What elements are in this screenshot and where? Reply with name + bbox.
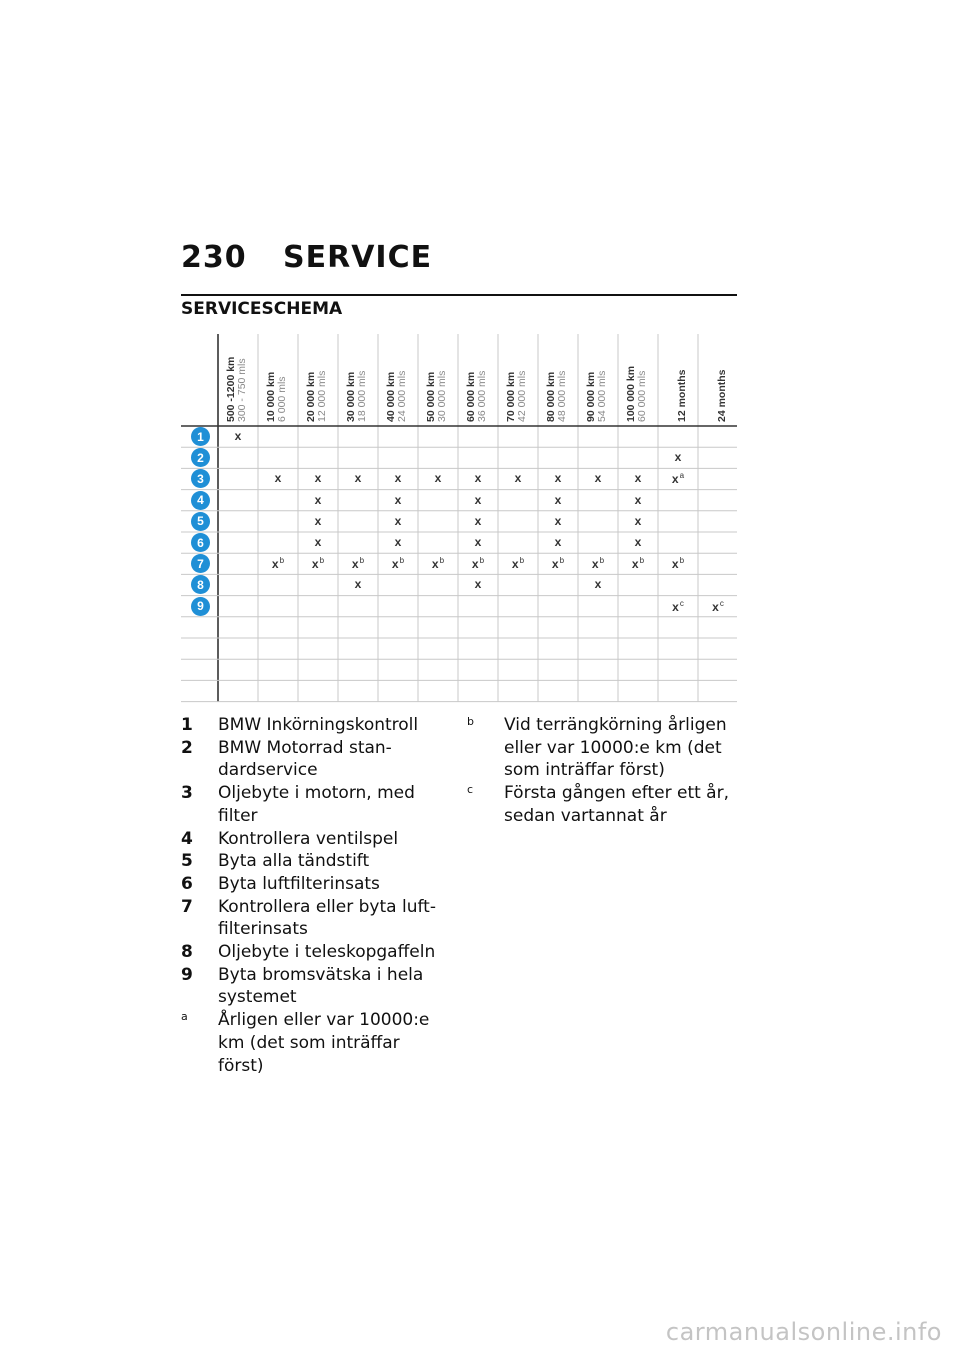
service-mark: x: [394, 492, 402, 507]
service-mark: $x^b$: [431, 556, 445, 572]
row-number-badge: 8: [191, 575, 210, 594]
legend-item: [181, 896, 446, 941]
service-mark: x: [394, 513, 402, 528]
service-mark: x: [274, 471, 282, 486]
column-header-miles: 12 000 mls: [316, 370, 328, 422]
service-mark: x: [474, 577, 482, 592]
legend-number: 4: [181, 828, 193, 849]
column-header: [466, 326, 506, 426]
legend-number: 7: [181, 896, 193, 917]
service-mark: x: [314, 513, 322, 528]
service-mark: $x^b$: [471, 556, 485, 572]
service-mark: x: [394, 535, 402, 549]
column-header: [226, 326, 266, 426]
service-mark: x: [514, 471, 522, 486]
footnote-ref: b: [519, 556, 525, 566]
service-mark: x: [554, 513, 562, 528]
column-header-label: [586, 371, 608, 422]
footnote-ref: b: [319, 556, 325, 566]
service-mark: x: [634, 471, 642, 486]
legend-number: 6: [181, 873, 193, 894]
column-header-km: 60 000 km: [465, 371, 477, 422]
chapter-title: SERVICE: [283, 240, 433, 275]
header-rule: [181, 294, 737, 296]
column-header-label: [346, 371, 368, 422]
legend-text: Byta alla tändstift: [218, 851, 370, 872]
column-header-label: [386, 371, 408, 422]
service-mark: x: [634, 492, 642, 507]
service-mark: $x^b$: [551, 556, 565, 572]
service-mark: x: [394, 471, 402, 486]
column-header-km: 12 months: [676, 369, 688, 422]
legend-number: 8: [181, 942, 193, 963]
legend-item: [181, 873, 446, 896]
column-header-label: [717, 369, 728, 422]
service-mark: x: [314, 492, 322, 507]
column-header: [306, 326, 346, 426]
service-mark: $x^b$: [391, 556, 405, 572]
column-header: [506, 326, 546, 426]
footnote-ref: c: [679, 598, 684, 608]
legend-item: [181, 941, 446, 964]
column-header-km: 24 months: [716, 369, 728, 422]
footnote-mark: b: [467, 715, 474, 728]
service-mark: x: [634, 535, 642, 549]
column-header-km: 100 000 km: [625, 365, 637, 422]
legend-item: [181, 782, 446, 827]
row-number-badge: 6: [191, 533, 210, 552]
service-mark: $x^b$: [271, 556, 285, 572]
column-header-miles: 36 000 mls: [476, 370, 488, 422]
footnote-ref: b: [439, 556, 445, 566]
footnote-ref: b: [399, 556, 405, 566]
service-mark: x: [354, 577, 362, 592]
column-header-label: [626, 366, 648, 422]
column-header-miles: 48 000 mls: [556, 370, 568, 422]
footnote-item: [467, 714, 742, 782]
footnote-mark: c: [467, 783, 474, 797]
legend-text: BMW Inkörningskontroll: [218, 715, 419, 735]
column-header-km: 500 -1200 km: [225, 356, 237, 422]
legend-number: 3: [181, 783, 193, 804]
row-number-badge: 9: [191, 597, 210, 616]
service-mark: $x^b$: [311, 556, 325, 572]
service-mark: $x^b$: [671, 556, 685, 572]
service-mark: $x^b$: [631, 556, 645, 572]
column-header-miles: 30 000 mls: [436, 370, 448, 422]
column-header: [706, 326, 746, 426]
footnote-list-right: [467, 714, 742, 828]
footnote-ref: b: [279, 556, 285, 566]
column-header-km: 10 000 km: [265, 371, 277, 422]
service-schedule-table: [181, 326, 737, 706]
legend-text: Kontrollera ventilspel: [218, 828, 399, 849]
column-header-label: [506, 371, 528, 422]
legend-item: [181, 828, 446, 851]
footnote-item: [467, 782, 742, 827]
legend-text: Byta bromsvätska i hela systemet: [218, 964, 424, 1008]
legend-item: [181, 714, 446, 737]
column-header: [546, 326, 586, 426]
column-header-km: 20 000 km: [305, 371, 317, 422]
column-header-label: [546, 371, 568, 422]
column-header-label: [677, 369, 688, 422]
service-mark: $x^b$: [511, 556, 525, 572]
service-mark: x: [594, 577, 602, 592]
service-mark: $x^c$: [672, 598, 684, 614]
watermark: carmanualsonline.info: [665, 1318, 942, 1346]
column-header-km: 50 000 km: [425, 371, 437, 422]
footnote-ref: b: [679, 556, 685, 566]
column-header-miles: 24 000 mls: [396, 370, 408, 422]
service-mark: x: [474, 513, 482, 528]
row-number-badge: 3: [191, 469, 210, 488]
row-number-badge: 7: [191, 554, 210, 573]
column-header: [346, 326, 386, 426]
column-header-km: 80 000 km: [545, 371, 557, 422]
column-header: [626, 326, 666, 426]
legend-item: [181, 964, 446, 1009]
service-mark: x: [554, 471, 562, 486]
legend-number: 9: [181, 964, 193, 985]
column-header-km: 90 000 km: [585, 371, 597, 422]
column-header-km: 30 000 km: [345, 371, 357, 422]
legend-number: 5: [181, 851, 193, 872]
service-mark: x: [594, 471, 602, 486]
service-mark: x: [234, 429, 242, 443]
footnote-ref: b: [359, 556, 365, 566]
service-mark: x: [674, 450, 682, 465]
column-header-miles: 60 000 mls: [636, 370, 648, 422]
row-number-badge: 2: [191, 448, 210, 467]
service-mark: x: [354, 471, 362, 486]
column-header: [386, 326, 426, 426]
legend-number: 2: [181, 737, 193, 758]
service-mark: x: [314, 535, 322, 549]
service-mark: $x^b$: [591, 556, 605, 572]
service-mark: x: [314, 471, 322, 486]
column-header-miles: 6 000 mls: [276, 376, 288, 422]
service-mark: x: [554, 535, 562, 549]
service-mark: x: [474, 535, 482, 549]
legend-list: [181, 714, 446, 1077]
column-header: [266, 326, 306, 426]
column-header-km: 40 000 km: [385, 371, 397, 422]
footnote-text: Årligen eller var 10000:e km (det som inträffar först): [218, 1010, 430, 1076]
service-mark: x: [474, 471, 482, 486]
legend-text: Kontrollera eller byta luft-filterinsats: [218, 896, 436, 940]
service-mark: $x^b$: [351, 556, 365, 572]
legend-text: Byta luftfilterinsats: [218, 873, 380, 894]
column-header-miles: 42 000 mls: [516, 370, 528, 422]
column-header: [586, 326, 626, 426]
column-header-miles: 300 - 750 mls: [236, 358, 248, 422]
footnote-mark: a: [181, 1010, 188, 1024]
footnote-ref: b: [599, 556, 605, 566]
footnote-ref: a: [679, 471, 685, 481]
legend-text: Oljebyte i motorn, med filter: [218, 783, 415, 826]
legend-text: Oljebyte i teleskopgaffeln: [218, 942, 436, 963]
column-header: [426, 326, 466, 426]
section-title: SERVICESCHEMA: [181, 299, 343, 319]
column-header-label: [466, 371, 488, 422]
column-header-label: [306, 371, 328, 422]
footnote-item: [181, 1009, 446, 1077]
legend-number: 1: [181, 715, 193, 735]
row-number-badge: 1: [191, 427, 210, 446]
row-number-badge: 4: [191, 491, 210, 510]
column-header-label: [266, 372, 288, 422]
service-mark: $x^a$: [671, 471, 685, 487]
legend-item: [181, 850, 446, 873]
legend-item: [181, 737, 446, 782]
service-mark: x: [554, 492, 562, 507]
column-header-miles: 54 000 mls: [596, 370, 608, 422]
footnote-ref: b: [559, 556, 565, 566]
column-header-km: 70 000 km: [505, 371, 517, 422]
column-header-label: [426, 371, 448, 422]
service-mark: $x^c$: [712, 598, 724, 614]
service-mark: x: [434, 471, 442, 486]
page-number: 230: [181, 240, 247, 275]
footnote-text: Första gången efter ett år, sedan vartannat år: [504, 783, 729, 826]
service-mark: x: [634, 513, 642, 528]
legend-text: BMW Motorrad stan-dardservice: [218, 737, 392, 781]
footnote-ref: b: [639, 556, 645, 566]
footnote-text: Vid terrängkörning årligen eller var 10000:e km (det som inträffar först): [504, 715, 727, 781]
footnote-ref: b: [479, 556, 485, 566]
column-header-miles: 18 000 mls: [356, 370, 368, 422]
footnote-ref: c: [719, 598, 724, 608]
column-header: [666, 326, 706, 426]
service-mark: x: [474, 492, 482, 507]
column-header-label: [226, 357, 248, 422]
row-number-badge: 5: [191, 512, 210, 531]
